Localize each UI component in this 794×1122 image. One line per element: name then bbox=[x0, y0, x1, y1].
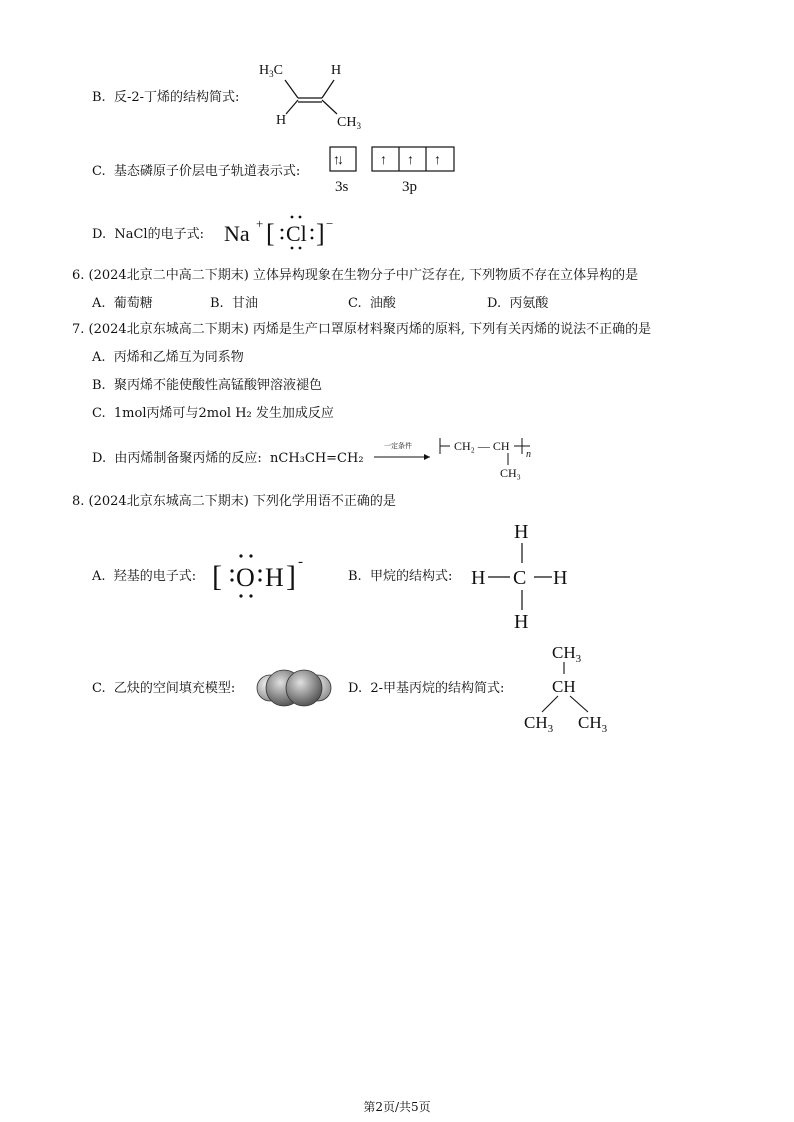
option-text: NaCl的电子式: bbox=[114, 227, 204, 242]
q6-option-c bbox=[348, 296, 396, 312]
2-methylpropane-structure bbox=[520, 638, 620, 736]
methane-h-bottom: H bbox=[514, 611, 529, 633]
phosphorus-orbital-diagram bbox=[328, 146, 462, 196]
option-letter: A. bbox=[92, 569, 106, 584]
option-letter: B. bbox=[348, 569, 362, 584]
cl-charge: − bbox=[326, 216, 334, 231]
q8-option-d bbox=[348, 681, 504, 697]
ch3-left: $CH_3$ bbox=[524, 713, 554, 735]
option-text: 油酸 bbox=[369, 296, 396, 311]
polymer-branch: CH₃ bbox=[500, 466, 521, 480]
3p-arrow-2: ↑ bbox=[407, 153, 414, 168]
option-text: 丙烯和乙烯互为同系物 bbox=[113, 350, 244, 365]
option-text: 基态磷原子价层电子轨道表示式: bbox=[113, 164, 301, 179]
q7-option-c bbox=[92, 406, 334, 422]
methane-h-left: H bbox=[471, 567, 486, 589]
polymer-repeat: CH₂ — CH bbox=[454, 439, 510, 453]
option-letter: B. bbox=[92, 378, 106, 393]
option-text: 葡萄糖 bbox=[113, 296, 153, 311]
q7-stem: 7. (2024北京东城高二下期末) 丙烯是生产口罩原材料聚丙烯的原料, 下列有关丙烯的说法不正确的是 bbox=[72, 322, 652, 337]
svg-text:]: ] bbox=[286, 560, 296, 593]
option-text: 甲烷的结构式: bbox=[369, 569, 453, 584]
atom-h3c: $H_3C$ bbox=[259, 63, 283, 79]
polypropylene-structure bbox=[436, 430, 546, 482]
atom-ch3: $CH_3$ bbox=[337, 115, 361, 131]
option-letter: B. bbox=[92, 90, 106, 105]
3p-label: 3p bbox=[402, 179, 417, 195]
methane-c: C bbox=[513, 567, 527, 589]
q8-option-a bbox=[92, 569, 196, 585]
option-text: 由丙烯制备聚丙烯的反应: bbox=[114, 451, 262, 466]
q7-option-d bbox=[92, 451, 364, 467]
ch-center: CH bbox=[552, 677, 576, 696]
hydrogen-symbol: H bbox=[265, 563, 284, 592]
q8-option-c bbox=[92, 681, 235, 697]
c-atom-right bbox=[286, 670, 322, 706]
prev-option-c bbox=[92, 164, 300, 180]
q7-option-b bbox=[92, 378, 322, 394]
option-letter: D. bbox=[348, 681, 363, 696]
atom-h-top: H bbox=[331, 63, 342, 78]
option-text: 羟基的电子式: bbox=[113, 569, 197, 584]
oxygen-symbol: O bbox=[236, 563, 255, 592]
ch3-right: $CH_3$ bbox=[578, 713, 608, 735]
svg-text:]: ] bbox=[316, 219, 325, 248]
na-symbol: Na bbox=[224, 221, 250, 246]
option-letter: D. bbox=[92, 451, 107, 466]
option-text: 聚丙烯不能使酸性高锰酸钾溶液褪色 bbox=[113, 378, 322, 393]
option-letter: D. bbox=[92, 227, 107, 242]
3s-arrows: ↑↓ bbox=[333, 153, 341, 168]
option-letter: C. bbox=[92, 164, 106, 179]
hydroxyl-charge: - bbox=[298, 554, 303, 570]
svg-text:[: [ bbox=[212, 560, 222, 593]
option-letter: A. bbox=[92, 296, 106, 311]
prev-option-b bbox=[92, 90, 239, 106]
option-letter: C. bbox=[348, 296, 362, 311]
trans-2-butene-structure bbox=[255, 58, 375, 133]
option-letter: A. bbox=[92, 350, 106, 365]
q6-option-a bbox=[92, 296, 153, 312]
q6-option-b bbox=[210, 296, 258, 312]
atom-h-bottom: H bbox=[276, 113, 287, 128]
polymer-n: n bbox=[526, 449, 531, 460]
option-text: 丙氨酸 bbox=[509, 296, 549, 311]
3s-label: 3s bbox=[335, 179, 349, 195]
3p-arrow-3: ↑ bbox=[434, 153, 441, 168]
ch3-top: $CH_3$ bbox=[552, 643, 582, 665]
q6-option-d bbox=[487, 296, 548, 312]
q8-option-b bbox=[348, 569, 452, 585]
na-charge: + bbox=[256, 216, 264, 231]
option-text: 反-2-丁烯的结构简式: bbox=[113, 90, 240, 105]
option-text: 乙炔的空间填充模型: bbox=[113, 681, 236, 696]
prev-option-d bbox=[92, 227, 204, 243]
q7-option-a bbox=[92, 350, 244, 366]
acetylene-space-filling-model bbox=[252, 666, 342, 710]
methane-h-right: H bbox=[553, 567, 568, 589]
nacl-electron-formula bbox=[222, 210, 342, 252]
cl-symbol: Cl bbox=[286, 221, 307, 246]
page-number: 第2页/共5页 bbox=[363, 1100, 431, 1114]
q8-stem: 8. (2024北京东城高二下期末) 下列化学用语不正确的是 bbox=[72, 494, 396, 509]
option-letter: D. bbox=[487, 296, 502, 311]
hydroxyl-electron-formula bbox=[210, 548, 310, 602]
svg-text:[: [ bbox=[266, 219, 275, 248]
reaction-arrow bbox=[370, 436, 440, 466]
methane-h-top: H bbox=[514, 521, 529, 543]
reactant-formula: nCH₃CH=CH₂ bbox=[270, 451, 364, 466]
option-text: 甘油 bbox=[231, 296, 258, 311]
reaction-condition: 一定条件 bbox=[384, 442, 412, 450]
option-text: 2-甲基丙烷的结构简式: bbox=[370, 681, 505, 696]
q6-stem: 6. (2024北京二中高二下期末) 立体异构现象在生物分子中广泛存在, 下列物质不存在立体异构的是 bbox=[72, 268, 639, 283]
option-letter: B. bbox=[210, 296, 224, 311]
methane-structure bbox=[468, 514, 576, 634]
3p-arrow-1: ↑ bbox=[380, 153, 387, 168]
option-letter: C. bbox=[92, 681, 106, 696]
option-letter: C. bbox=[92, 406, 106, 421]
option-text: 1mol丙烯可与2mol H₂ 发生加成反应 bbox=[113, 406, 334, 421]
